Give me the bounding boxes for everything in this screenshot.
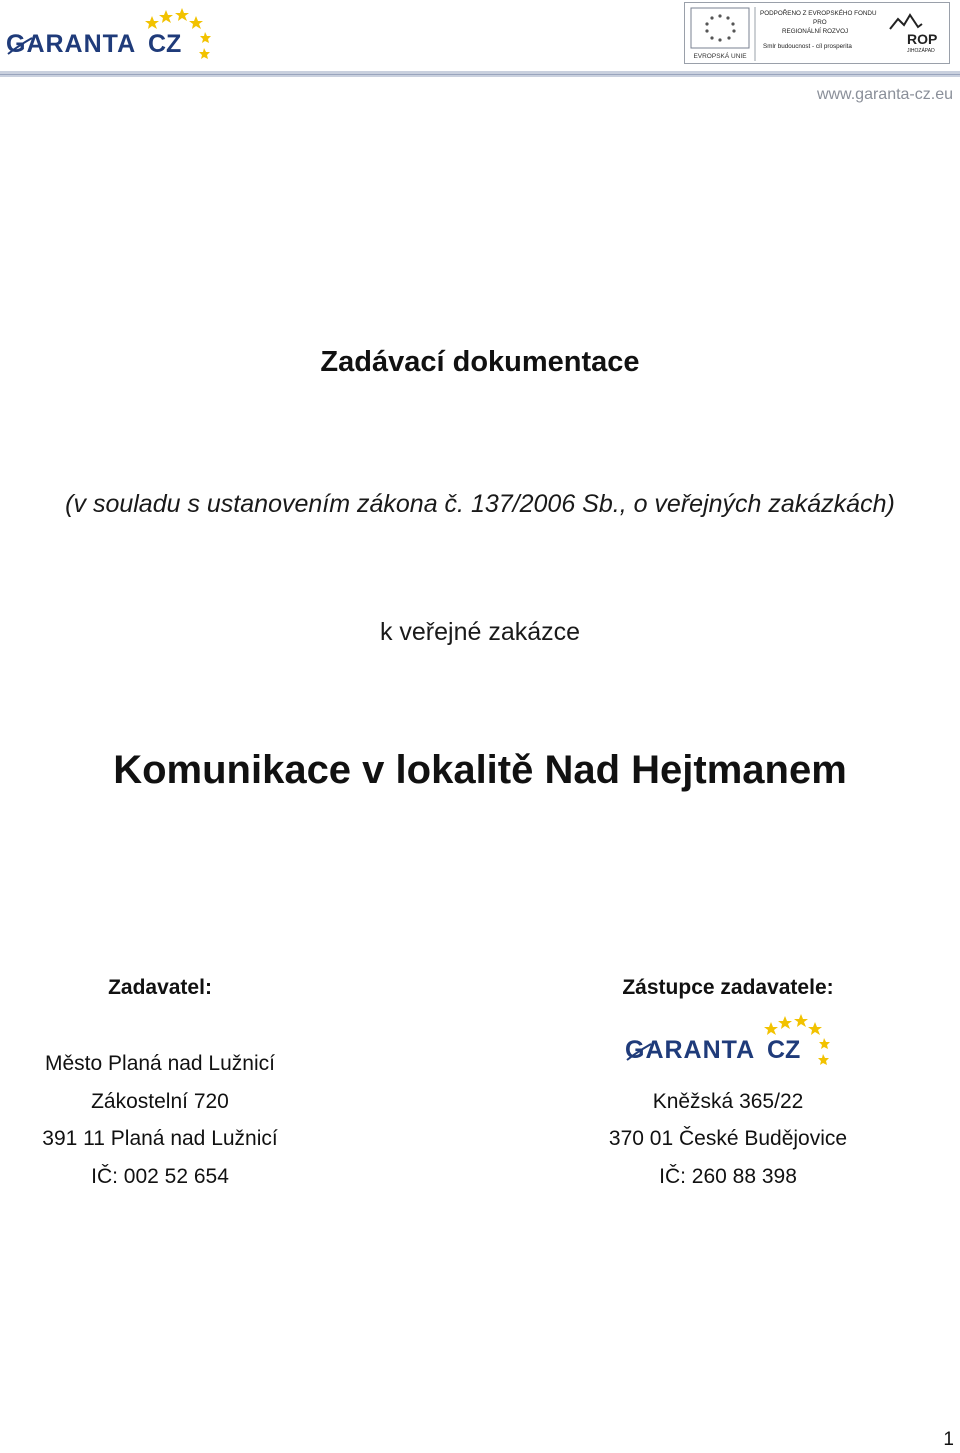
logo-garanta-text: GARANTA bbox=[6, 30, 137, 58]
contracting-authority-city: 391 11 Planá nad Lužnicí bbox=[42, 1127, 278, 1150]
eu-flag-caption: EVROPSKÁ UNIE bbox=[693, 53, 747, 60]
representative-logo bbox=[621, 1010, 836, 1076]
document-subtitle: (v souladu s ustanovením zákona č. 137/2006 Sb., o veřejných zakázkách) bbox=[65, 490, 895, 518]
eu-text-line4: Smlr budoucnost - cíl prosperita bbox=[763, 43, 852, 50]
contracting-authority-street: Zákostelní 720 bbox=[91, 1090, 229, 1113]
eu-text-line2: PRO bbox=[813, 19, 827, 26]
representative-logo-cz-text: CZ bbox=[767, 1036, 801, 1064]
document-title: Zadávací dokumentace bbox=[320, 346, 640, 378]
page-number: 1 bbox=[943, 1429, 954, 1450]
contracting-authority-id: IČ: 002 52 654 bbox=[91, 1165, 229, 1188]
project-name: Komunikace v lokalitě Nad Hejtmanem bbox=[113, 748, 847, 792]
rop-logo-subtext: JIHOZÁPAD bbox=[907, 48, 935, 54]
representative-street: Kněžská 365/22 bbox=[652, 1090, 804, 1113]
rop-logo-text: ROP bbox=[907, 31, 938, 47]
eu-text-line3: REGIONÁLNÍ ROZVOJ bbox=[782, 28, 849, 35]
header-logo bbox=[2, 2, 217, 68]
garanta-logo-graphic bbox=[2, 2, 217, 68]
eu-text-line1: PODPOŘENO Z EVROPSKÉHO FONDU bbox=[760, 10, 877, 17]
logo-cz-text: CZ bbox=[148, 30, 182, 58]
contracting-authority-heading: Zadavatel: bbox=[108, 976, 212, 999]
representative-city: 370 01 České Budějovice bbox=[608, 1127, 848, 1150]
website-url: www.garanta-cz.eu bbox=[816, 86, 953, 103]
eu-funding-graphic bbox=[685, 3, 951, 65]
representative-logo-garanta-text: GARANTA bbox=[625, 1036, 756, 1064]
representative-id: IČ: 260 88 398 bbox=[659, 1165, 797, 1188]
header-divider-line bbox=[0, 74, 960, 75]
contracting-authority-name: Město Planá nad Lužnicí bbox=[45, 1052, 275, 1075]
eu-funding-box bbox=[684, 2, 950, 64]
document-intro: k veřejné zakázce bbox=[379, 618, 581, 646]
representative-logo-graphic bbox=[621, 1010, 836, 1076]
representative-heading: Zástupce zadavatele: bbox=[622, 976, 834, 999]
